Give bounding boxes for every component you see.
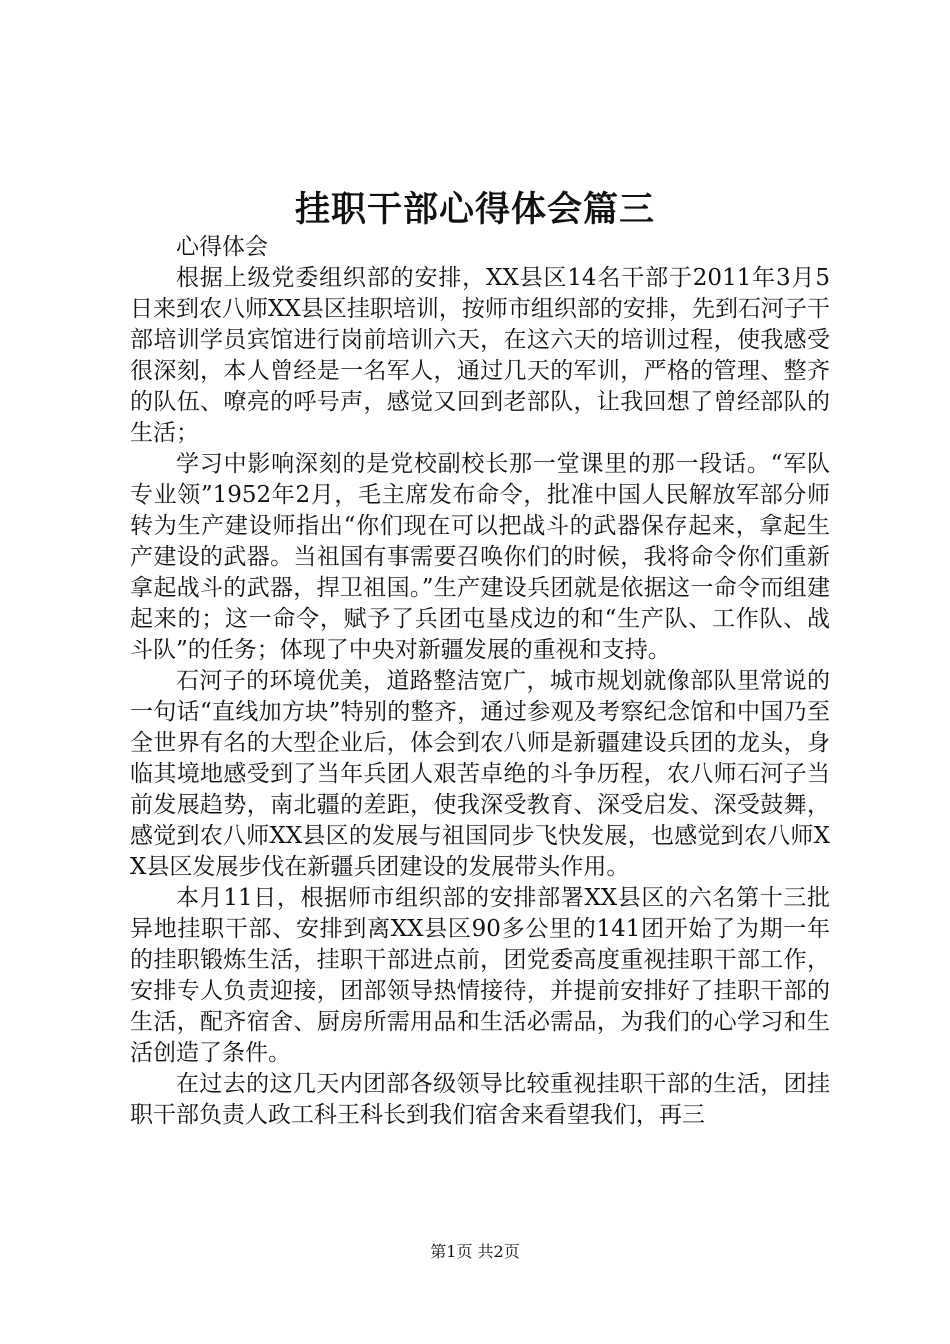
document-title: 挂职干部心得体会篇三: [294, 189, 655, 230]
page-footer: 第1页 共2页: [430, 1242, 520, 1261]
paragraph: 石河子的环境优美，道路整洁宽广，城市规划就像部队里常说的一句话“直线加方块”特别的整齐，通过参观及考察纪念馆和中国乃至全世界有名的大型企业后，体会到农八师是新疆建设兵团的龙头，身临其境地感受到了当年兵团人艰苦卓绝的斗争历程，农八师石河子当前发展趋势，南北疆的差距，使我深受教育、深受启发、深受鼓舞，感觉到农八师XX县区的发展与祖国同步飞快发展，也感觉到农八师XX县区发展步伐在新疆兵团建设的发展带头作用。: [130, 668, 830, 880]
paragraph: 学习中影响深刻的是党校副校长那一堂课里的那一段话。“军队专业领”1952年2月，毛主席发布命令，批准中国人民解放军部分师转为生产建设师指出“你们现在可以把战斗的武器保存起来，拿起生产建设的武器。当祖国有事需要召唤你们的时候，我将命令你们重新拿起战斗的武器，捍卫祖国。”生产建设兵团就是依据这一命令而组建起来的；这一命令，赋予了兵团屯垦戍边的和“生产队、工作队、战斗队”的任务；体现了中央对新疆发展的重视和支持。: [130, 451, 830, 663]
paragraph-heading: 心得体会: [176, 234, 268, 260]
paragraph: 本月11日，根据师市组织部的安排部署XX县区的六名第十三批异地挂职干部、安排到离XX县区90多公里的141团开始了为期一年的挂职锻炼生活，挂职干部进点前，团党委高度重视挂职干部工作，安排专人负责迎接，团部领导热情接待，并提前安排好了挂职干部的生活，配齐宿舍、厨房所需用品和生活必需品，为我们的心学习和生活创造了条件。: [130, 885, 830, 1066]
paragraph: 根据上级党委组织部的安排，XX县区14名干部于2011年3月5日来到农八师XX县区挂职培训，按师市组织部的安排，先到石河子干部培训学员宾馆进行岗前培训六天，在这六天的培训过程，使我感受很深刻，本人曾经是一名军人，通过几天的军训，严格的管理、整齐的队伍、嘹亮的呼号声，感觉又回到老部队，让我回想了曾经部队的生活；: [130, 265, 830, 446]
paragraph: 在过去的这几天内团部各级领导比较重视挂职干部的生活，团挂职干部负责人政工科王科长到我们宿舍来看望我们，再三: [130, 1071, 830, 1128]
document-body: [130, 232, 830, 1131]
